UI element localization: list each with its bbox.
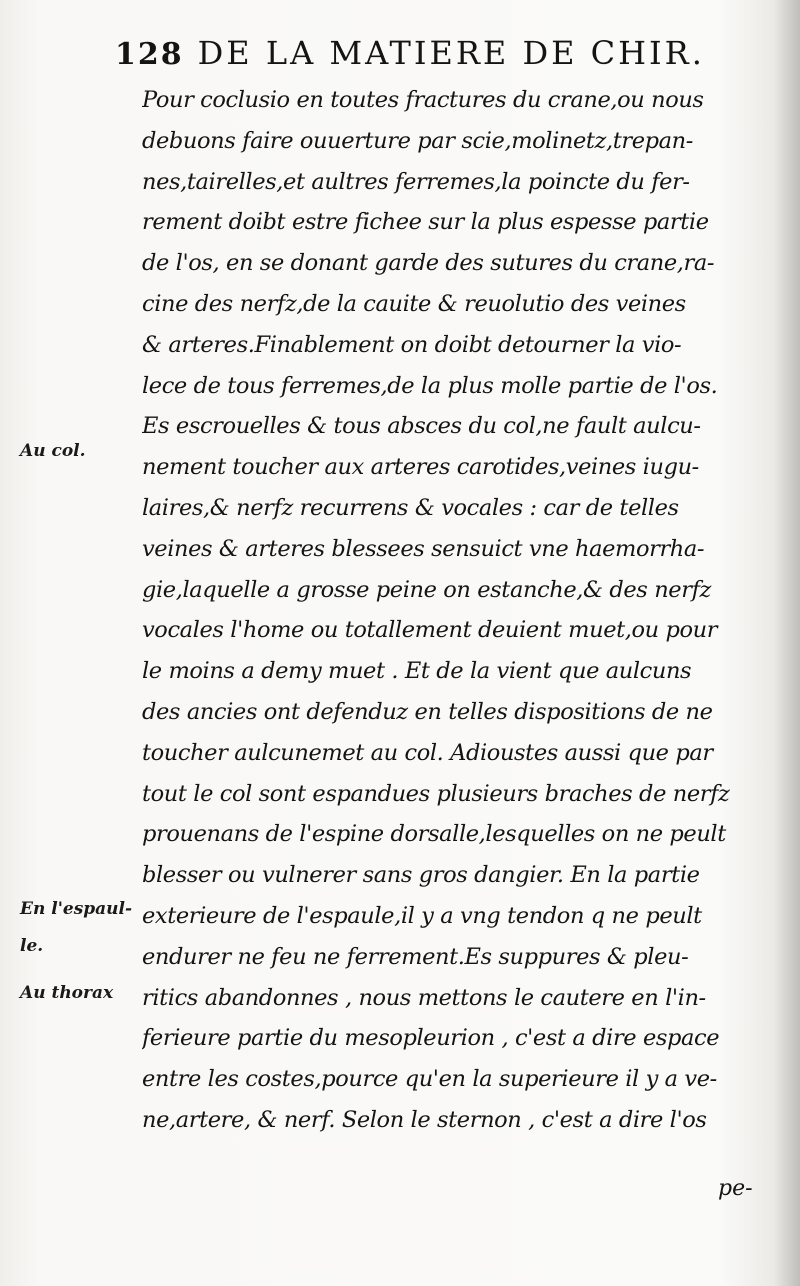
text-line: exterieure de l'espaule,il y a vng tendon q ne peult	[142, 902, 702, 929]
text-line: prouenans de l'espine dorsalle,lesquelles on ne peult	[142, 821, 726, 848]
text-line: laires,& nerfz recurrens & vocales : car de telles	[142, 494, 679, 521]
margin-note-au-col: Au col.	[20, 441, 86, 461]
text-line: lece de tous ferremes,de la plus molle partie de l'os.	[142, 372, 718, 399]
text-line: tout le col sont espandues plusieurs braches de nerfz	[142, 780, 730, 807]
text-line: de l'os, en se donant garde des sutures du crane,ra-	[142, 250, 715, 277]
text-line: Pour coclusio en toutes fractures du crane,ou nous	[142, 87, 704, 113]
page-header	[115, 34, 755, 72]
text-line: & arteres.Finablement on doibt detourner la vio-	[142, 331, 682, 358]
catchword: pe-	[718, 1176, 753, 1201]
text-line: debuons faire ouuerture par scie,molinetz,trepan-	[142, 127, 693, 154]
text-line: nement toucher aux arteres carotides,veines iugu-	[142, 454, 699, 481]
text-line: nes,tairelles,et aultres ferremes,la poincte du fer-	[142, 168, 690, 195]
margin-note-au-thorax: Au thorax	[20, 983, 114, 1003]
text-line: des ancies ont defenduz en telles dispositions de ne	[142, 698, 713, 725]
text-line: Es escrouelles & tous absces du col,ne fault aulcu-	[142, 413, 701, 440]
text-line: le moins a demy muet . Et de la vient que aulcuns	[142, 658, 692, 685]
page-number: 128	[115, 37, 184, 72]
gutter-shadow	[774, 0, 800, 1286]
text-line: entre les costes,pource qu'en la superieure il y a ve-	[142, 1066, 717, 1093]
text-line: veines & arteres blessees sensuict vne haemorrha-	[142, 535, 705, 562]
running-head: DE LA MATIERE DE CHIR.	[197, 34, 705, 72]
text-line: endurer ne feu ne ferrement.Es suppures & pleu-	[142, 943, 689, 970]
text-line: vocales l'home ou totallement deuient muet,ou pour	[142, 617, 718, 644]
text-line: rement doibt estre fichee sur la plus espesse partie	[142, 209, 709, 236]
text-line: ne,artere, & nerf. Selon le sternon , c'est a dire l'os	[142, 1106, 707, 1133]
body-text	[142, 80, 770, 1141]
text-line: gie,laquelle a grosse peine on estanche,& des nerfz	[142, 576, 711, 603]
text-line: ritics abandonnes , nous mettons le cautere en l'in-	[142, 984, 706, 1011]
text-line: cine des nerfz,de la cauite & reuolutio des veines	[142, 290, 686, 317]
margin-note-en-lespaule-cont: le.	[20, 936, 44, 956]
text-line: ferieure partie du mesopleurion , c'est a dire espace	[142, 1025, 720, 1052]
text-line: blesser ou vulnerer sans gros dangier. En la partie	[142, 862, 700, 889]
text-line: toucher aulcunemet au col. Adioustes aussi que par	[142, 739, 713, 766]
margin-note-en-lespaule: En l'espaul-	[20, 899, 133, 919]
